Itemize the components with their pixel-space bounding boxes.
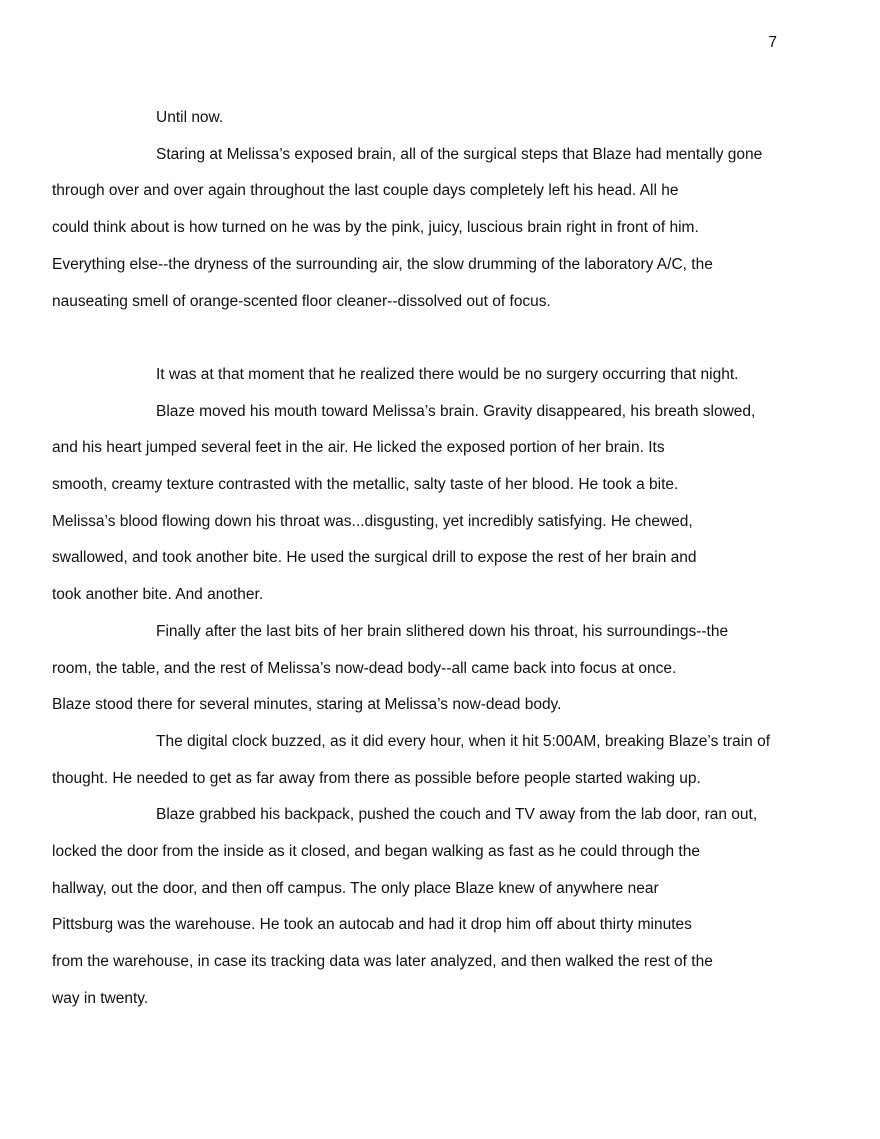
text-line: from the warehouse, in case its tracking data was later analyzed, and then walked the rest of the bbox=[52, 953, 713, 971]
text-line: locked the door from the inside as it closed, and began walking as fast as he could through the bbox=[52, 843, 700, 861]
text-line: thought. He needed to get as far away from there as possible before people started waking up. bbox=[52, 769, 701, 787]
paragraph-7 bbox=[52, 797, 804, 1017]
text-line: Until now. bbox=[156, 109, 224, 126]
text-line: room, the table, and the rest of Melissa’s now-dead body--all came back into focus at once. bbox=[52, 659, 677, 677]
paragraph-gap bbox=[104, 320, 804, 357]
text-line: nauseating smell of orange-scented floor cleaner--dissolved out of focus. bbox=[52, 292, 551, 310]
text-line: Blaze grabbed his backpack, pushed the couch and TV away from the lab door, ran out, bbox=[156, 806, 758, 824]
text-line: It was at that moment that he realized there would be no surgery occurring that night. bbox=[156, 365, 739, 383]
paragraph-1 bbox=[104, 100, 804, 137]
paragraph-6 bbox=[52, 724, 804, 797]
body-text bbox=[52, 100, 804, 1018]
text-line: Blaze moved his mouth toward Melissa’s brain. Gravity disappeared, his breath slowed, bbox=[156, 402, 756, 420]
text-line: Finally after the last bits of her brain slithered down his throat, his surroundings--the bbox=[156, 622, 729, 640]
text-line: took another bite. And another. bbox=[52, 586, 264, 604]
text-line: Staring at Melissa’s exposed brain, all of the surgical steps that Blaze had mentally gone bbox=[156, 145, 763, 163]
paragraph-2 bbox=[52, 137, 804, 321]
text-line: Melissa’s blood flowing down his throat was...disgusting, yet incredibly satisfying. He chewed, bbox=[52, 512, 693, 530]
text-line: through over and over again throughout the last couple days completely left his head. All he bbox=[52, 182, 679, 200]
paragraph-4 bbox=[52, 394, 804, 614]
text-line: hallway, out the door, and then off campus. The only place Blaze knew of anywhere near bbox=[52, 879, 659, 897]
paragraph-3 bbox=[104, 357, 804, 394]
page-number: 7 bbox=[768, 34, 777, 51]
text-line: could think about is how turned on he was by the pink, juicy, luscious brain right in front of him. bbox=[52, 219, 699, 237]
text-line: Everything else--the dryness of the surrounding air, the slow drumming of the laboratory A/C, the bbox=[52, 255, 713, 273]
text-line: The digital clock buzzed, as it did every hour, when it hit 5:00AM, breaking Blaze’s train of bbox=[156, 732, 771, 750]
text-line: and his heart jumped several feet in the air. He licked the exposed portion of her brain. Its bbox=[52, 439, 665, 457]
text-line: smooth, creamy texture contrasted with the metallic, salty taste of her blood. He took a bite. bbox=[52, 476, 679, 494]
paragraph-5 bbox=[52, 614, 804, 724]
text-line: Blaze stood there for several minutes, staring at Melissa’s now-dead body. bbox=[52, 696, 562, 714]
text-line: way in twenty. bbox=[52, 989, 149, 1007]
text-line: swallowed, and took another bite. He used the surgical drill to expose the rest of her brain and bbox=[52, 549, 697, 567]
text-line: Pittsburg was the warehouse. He took an autocab and had it drop him off about thirty minutes bbox=[52, 916, 692, 934]
